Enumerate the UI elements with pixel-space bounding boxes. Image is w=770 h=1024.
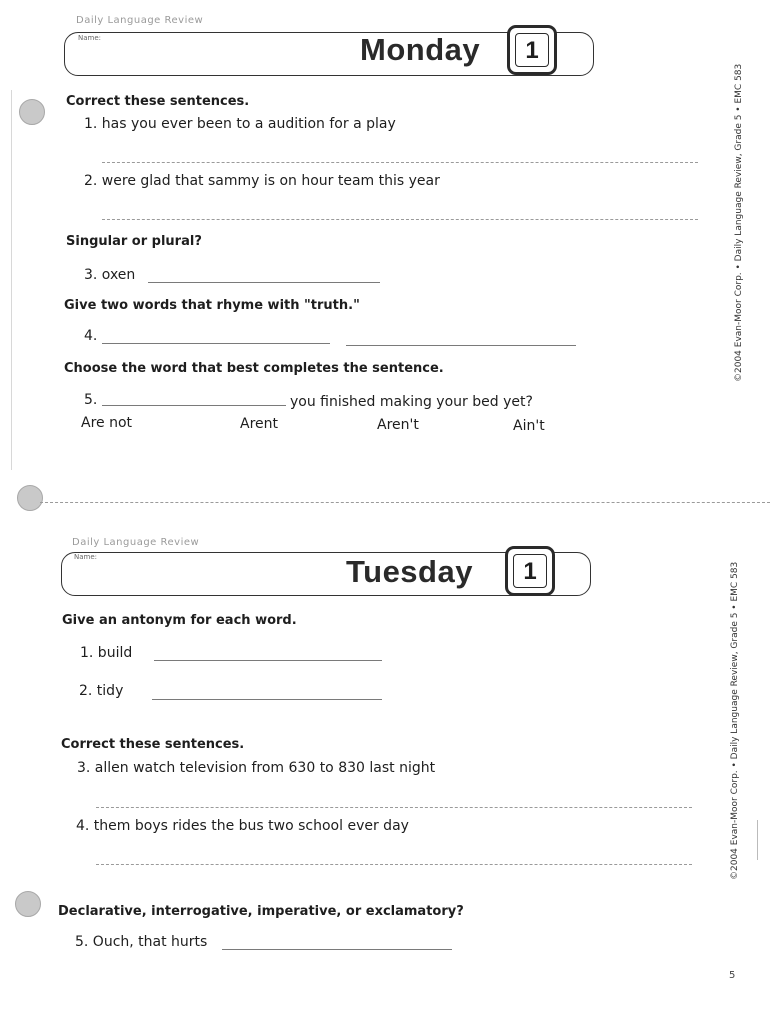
hole-punch-bottom [15, 891, 41, 917]
answer-line-1[interactable] [102, 162, 698, 163]
hole-punch-middle [17, 485, 43, 511]
choice-option[interactable]: Ain't [513, 418, 545, 434]
question-2: 2. tidy [79, 683, 124, 699]
section-heading: Singular or plural? [66, 234, 202, 249]
answer-line-3[interactable] [96, 807, 692, 808]
section-heading: Give an antonym for each word. [62, 613, 297, 628]
hole-punch-top [19, 99, 45, 125]
scan-edge [11, 90, 12, 470]
section-heading: Declarative, interrogative, imperative, or exclamatory? [58, 904, 464, 919]
question-4: 4. them boys rides the bus two school ever day [76, 818, 409, 834]
lesson-number-box [505, 546, 555, 596]
choice-option[interactable]: Are not [81, 415, 133, 431]
answer-line-4a[interactable] [102, 343, 330, 344]
choice-option[interactable]: Arent [240, 416, 279, 432]
name-label: Name: [74, 553, 98, 561]
name-label: Name: [78, 34, 102, 42]
choice-option[interactable]: Aren't [377, 417, 419, 433]
name-field[interactable] [106, 553, 326, 589]
side-credit: ©2004 Evan-Moor Corp. • Daily Language Review, Grade 5 • EMC 583 [734, 63, 744, 382]
answer-line-1[interactable] [154, 660, 382, 661]
side-credit: ©2004 Evan-Moor Corp. • Daily Language Review, Grade 5 • EMC 583 [730, 561, 740, 880]
question-5-text: you finished making your bed yet? [290, 394, 533, 410]
day-title: Monday [360, 32, 481, 67]
section-heading: Correct these sentences. [66, 94, 250, 109]
question-3: 3. allen watch television from 630 to 830 last night [77, 760, 436, 776]
name-field[interactable] [110, 34, 350, 70]
lesson-number-box [507, 25, 557, 75]
question-1: 1. build [80, 645, 133, 661]
scan-mark [757, 820, 758, 860]
question-3: 3. oxen [84, 267, 136, 283]
question-5: 5. Ouch, that hurts [75, 934, 208, 950]
question-4: 4. [84, 328, 98, 344]
question-5-number: 5. [84, 392, 98, 408]
section-heading: Give two words that rhyme with "truth." [64, 298, 360, 313]
answer-line-5[interactable] [222, 949, 452, 950]
series-title: Daily Language Review [76, 15, 204, 26]
answer-line-3[interactable] [148, 282, 380, 283]
section-heading: Correct these sentences. [61, 737, 245, 752]
answer-line-4b[interactable] [346, 345, 576, 346]
answer-line-4[interactable] [96, 864, 692, 865]
lesson-number: 1 [515, 33, 549, 67]
page-divider [40, 502, 770, 503]
question-2: 2. were glad that sammy is on hour team this year [84, 173, 440, 189]
answer-line-2[interactable] [102, 219, 698, 220]
answer-line-5[interactable] [102, 405, 286, 406]
question-1: 1. has you ever been to a audition for a play [84, 116, 396, 132]
lesson-number: 1 [513, 554, 547, 588]
day-title: Tuesday [346, 554, 473, 589]
series-title: Daily Language Review [72, 537, 200, 548]
page-number: 5 [729, 970, 736, 981]
answer-line-2[interactable] [152, 699, 382, 700]
section-heading: Choose the word that best completes the sentence. [64, 361, 444, 376]
